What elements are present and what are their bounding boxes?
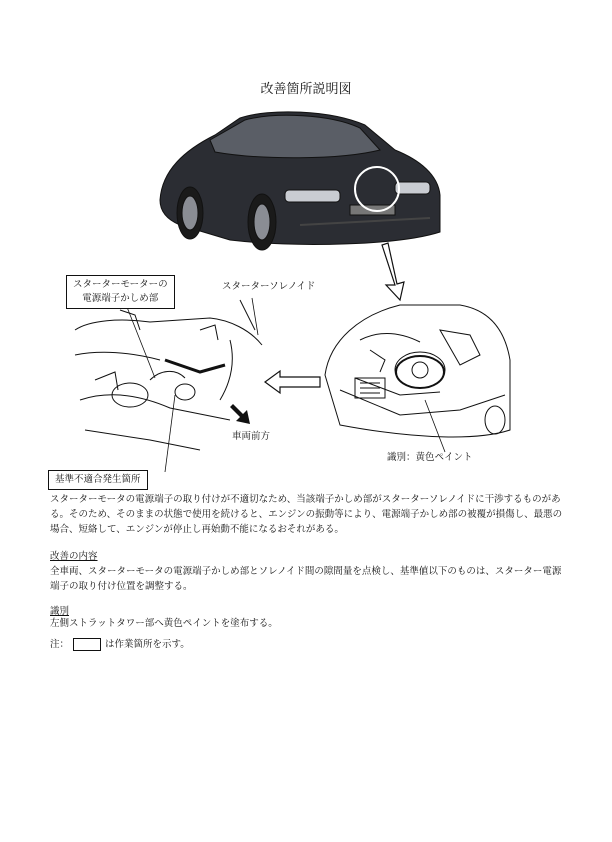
- label-problem-location: 基準不適合発生箇所: [48, 470, 148, 490]
- callout-starter-terminal-line2: 電源端子かしめ部: [82, 293, 159, 304]
- callout-starter-terminal-line1: スターターモーターの: [73, 279, 168, 290]
- starter-illustration: [75, 300, 262, 450]
- label-vehicle-front: 車両前方: [232, 431, 271, 442]
- callout-starter-terminal: [66, 275, 175, 309]
- improvement-heading: 改善の内容: [50, 551, 98, 562]
- page-title: 改善箇所説明図: [260, 82, 352, 97]
- note-suffix: は作業箇所を示す。: [105, 639, 190, 650]
- identification-heading: 識別: [50, 606, 70, 617]
- label-yellow-paint: 識別：黄色ペイント: [387, 452, 473, 463]
- note: [50, 637, 570, 652]
- engine-bay-illustration: [325, 305, 510, 437]
- label-starter-solenoid: スターターソレノイド: [222, 281, 316, 292]
- identification-text: 左側ストラットタワー部へ黄色ペイントを塗布する。: [50, 618, 278, 629]
- improvement-text: 全車両、スターターモータの電源端子かしめ部とソレノイド間の隙間量を点検し、基準値以下のものは、スターター電源端子の取り付け位置を調整する。: [50, 566, 562, 592]
- work-area-box-icon: [73, 638, 101, 651]
- defect-description: スターターモータの電源端子の取り付けが不適切なため、当該端子かしめ部がスターターソレノイドに干渉するものがある。そのため、そのままの状態で使用を続けると、エンジンの振動等により、電源端子かしめ部の被覆が損傷し、最悪の場合、短絡して、エンジンが停止し再始動不能になるおそれがある。: [50, 494, 563, 535]
- note-prefix: 注：: [50, 639, 70, 650]
- paint-mark-circle: [396, 356, 444, 388]
- arrow-left-icon: [265, 371, 320, 393]
- vehicle-front-arrow-icon: [230, 404, 250, 424]
- arrow-down-icon: [382, 243, 404, 300]
